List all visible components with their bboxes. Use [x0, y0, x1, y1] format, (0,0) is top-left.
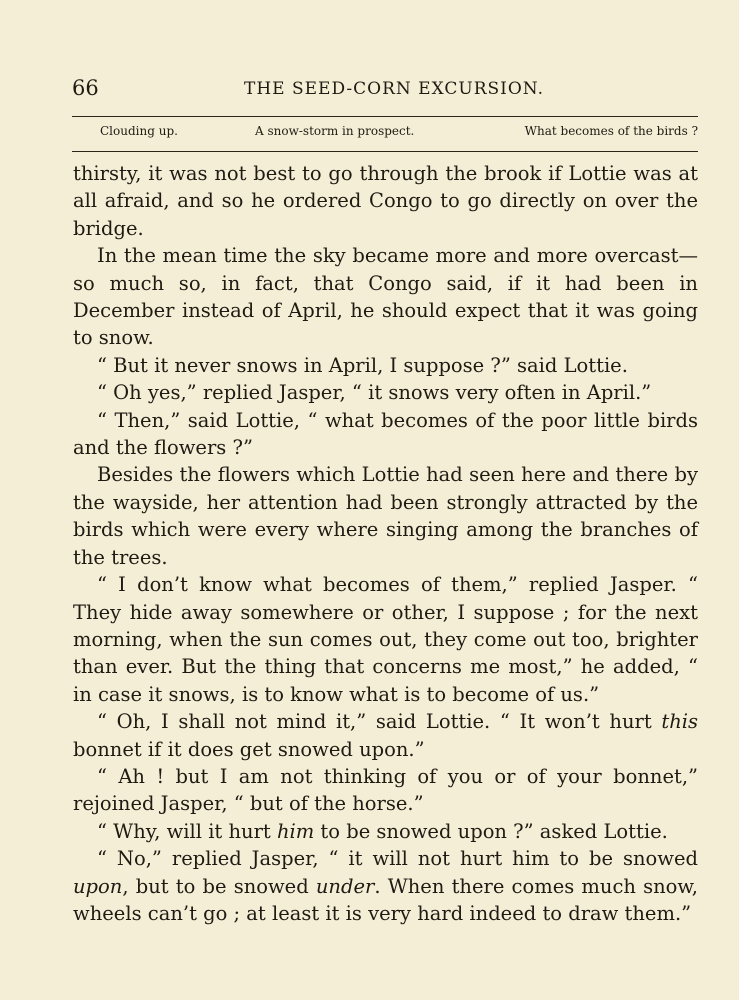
- running-title: THE SEED-CORN EXCURSION.: [244, 79, 544, 99]
- emphasis: him: [276, 819, 315, 843]
- subhead-snowstorm: A snow-storm in prospect.: [255, 124, 415, 138]
- paragraph: [73, 708, 698, 763]
- text-run: “ No,” replied Jasper, “ it will not hurt him to be snowed: [97, 847, 698, 871]
- text-run: , but to be snowed: [122, 874, 316, 898]
- page-number: 66: [72, 76, 99, 100]
- body-text: [73, 160, 698, 927]
- section-subheads: [100, 121, 698, 145]
- text-run: bonnet if it does get snowed upon.”: [73, 737, 425, 761]
- paragraph: [73, 818, 698, 845]
- paragraph: “ I don’t know what becomes of them,” replied Jasper. “ They hide away somewhere or other, I suppose ; for the next morning, when the sun comes out, they come out too, brighter than ever. But the thing that concerns me most,” he added, “ in case it snows, is to know what is to become of us.”: [73, 573, 698, 706]
- subhead-birds: What becomes of the birds ?: [524, 124, 698, 138]
- header-rule-bottom: [72, 151, 698, 152]
- paragraph: In the mean time the sky became more and more overcast—so much so, in fact, that Congo said, if it had been in December instead of April, he should expect that it was going to snow.: [73, 244, 698, 350]
- emphasis: this: [661, 710, 698, 734]
- subhead-clouding: Clouding up.: [100, 124, 178, 138]
- paragraph: [73, 845, 698, 927]
- paragraph: Besides the flowers which Lottie had seen here and there by the wayside, her attention had been strongly attracted by the birds which were every where singing among the branches of the trees.: [73, 463, 698, 569]
- paragraph: thirsty, it was not best to go through the brook if Lottie was at all afraid, and so he ordered Congo to go directly on over the bridge.: [73, 162, 698, 240]
- paragraph: “ Then,” said Lottie, “ what becomes of the poor little birds and the flowers ?”: [73, 408, 698, 460]
- emphasis: upon: [73, 874, 123, 898]
- emphasis: under: [315, 874, 375, 898]
- paragraph: “ Oh yes,” replied Jasper, “ it snows very often in April.”: [97, 381, 652, 405]
- text-run: . When there comes much snow, wheels can’t go ; at least it is very hard indeed to draw them.”: [73, 874, 698, 925]
- text-run: “ Oh, I shall not mind it,” said Lottie. “ It won’t hurt: [97, 710, 662, 734]
- paragraph: “ Ah ! but I am not thinking of you or of your bonnet,” rejoined Jasper, “ but of the horse.”: [73, 764, 698, 816]
- paragraph: “ But it never snows in April, I suppose ?” said Lottie.: [97, 353, 628, 377]
- text-run: to be snowed upon ?” asked Lottie.: [314, 819, 668, 843]
- text-run: “ Why, will it hurt: [97, 819, 277, 843]
- page-header: [72, 74, 698, 104]
- header-rule-top: [72, 116, 698, 117]
